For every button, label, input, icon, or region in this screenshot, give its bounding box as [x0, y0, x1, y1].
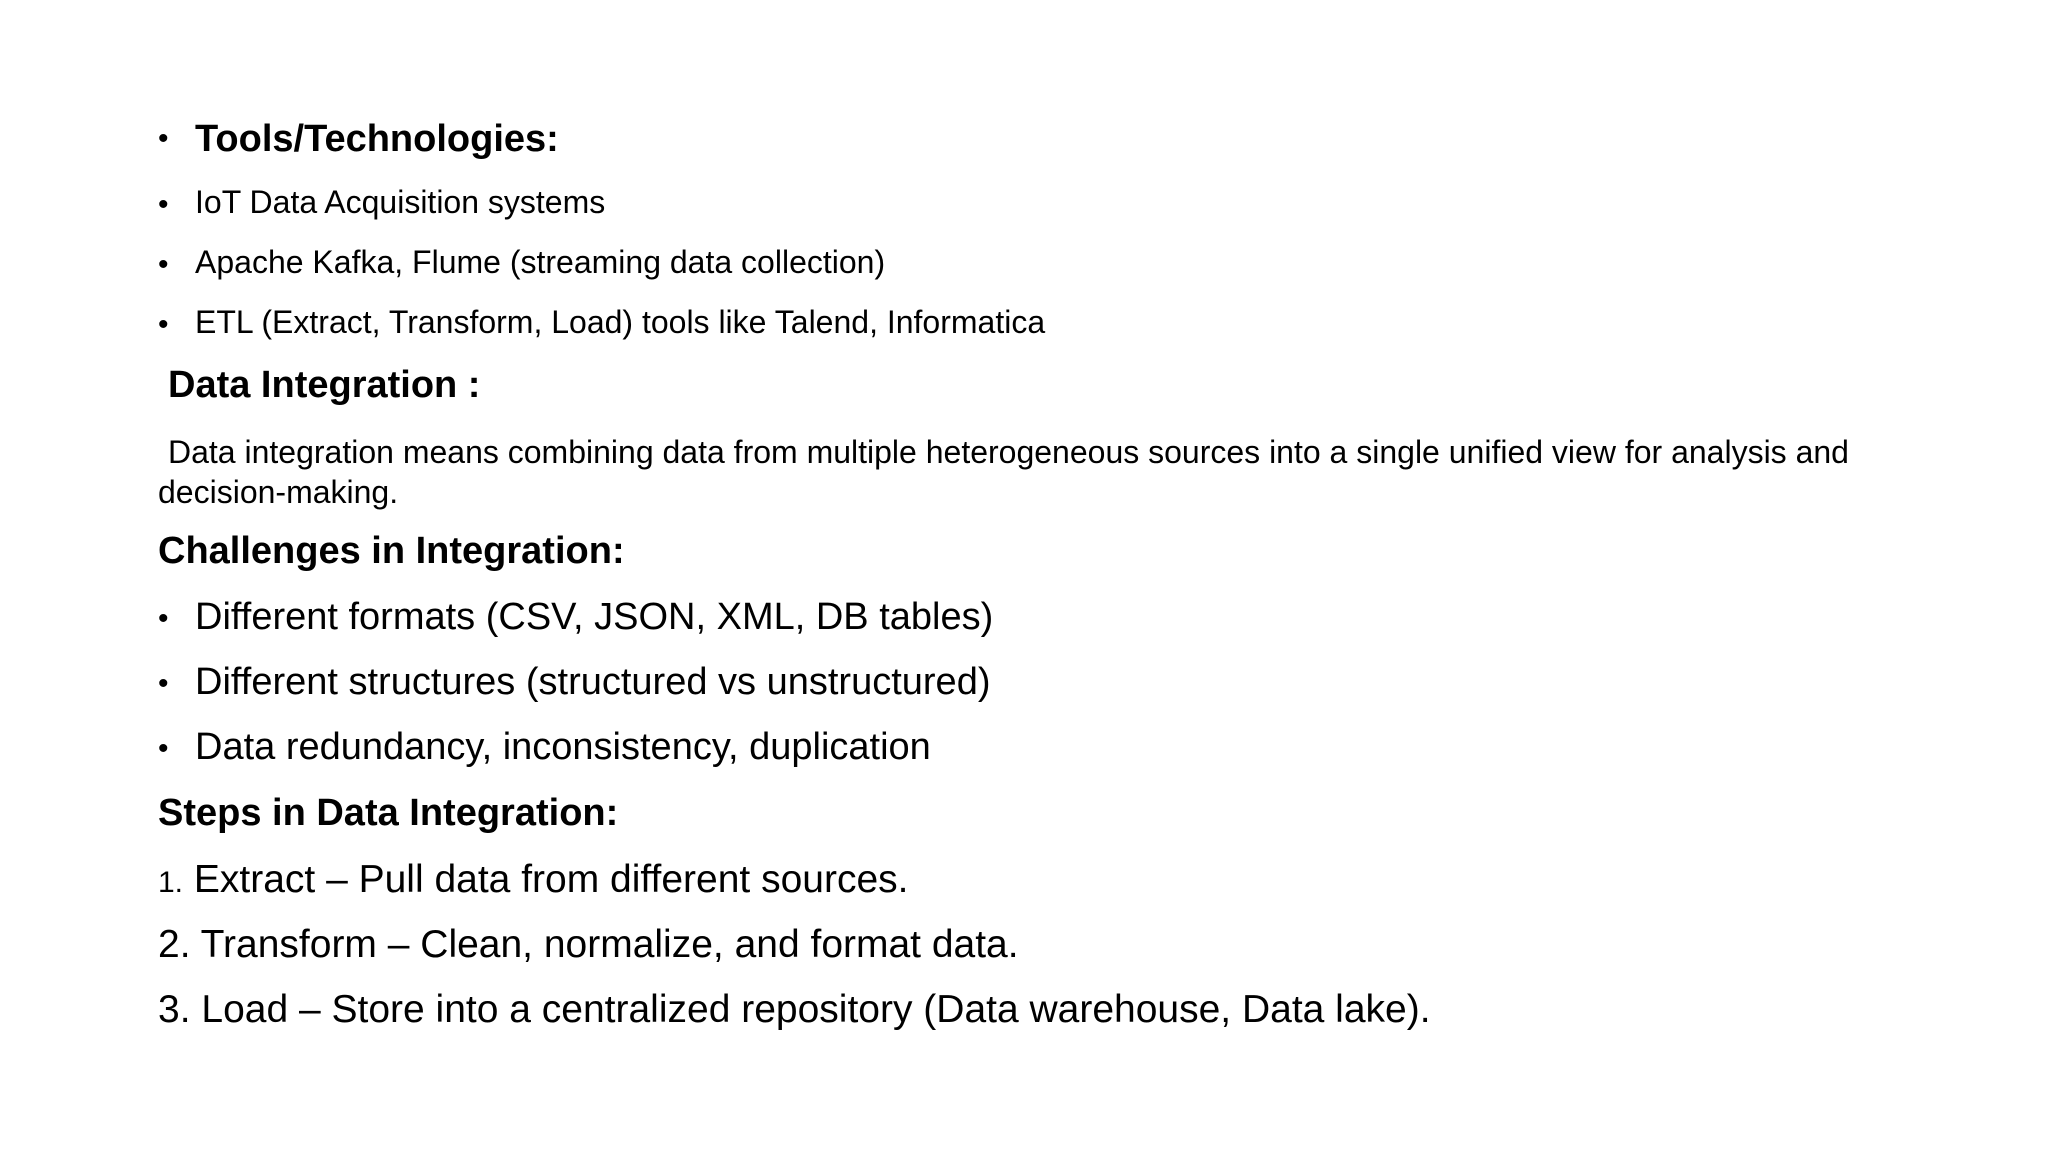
step-text: Extract – Pull data from different sources.	[193, 858, 909, 901]
challenges-item: Different formats (CSV, JSON, XML, DB tables)	[195, 596, 994, 638]
challenges-heading: Challenges in Integration:	[158, 530, 625, 572]
bullet-icon: •	[158, 308, 169, 341]
step-item	[158, 923, 1019, 968]
bullet-icon: •	[158, 188, 169, 221]
tools-item: Apache Kafka, Flume (streaming data collection)	[195, 244, 886, 280]
step-item	[158, 988, 1431, 1033]
step-text: Load – Store into a centralized repository (Data warehouse, Data lake).	[201, 988, 1431, 1031]
step-number: 1.	[158, 866, 184, 899]
challenges-item: Different structures (structured vs unstructured)	[195, 661, 991, 703]
step-number: 3.	[158, 988, 191, 1031]
bullet-icon: •	[158, 667, 169, 700]
steps-heading: Steps in Data Integration:	[158, 792, 619, 834]
bullet-icon: •	[158, 122, 169, 155]
step-number: 2.	[158, 923, 191, 966]
challenges-item: Data redundancy, inconsistency, duplication	[195, 726, 931, 768]
bullet-icon: •	[158, 248, 169, 281]
step-item	[158, 858, 908, 903]
tools-item: ETL (Extract, Transform, Load) tools like Talend, Informatica	[195, 304, 1046, 340]
step-text: Transform – Clean, normalize, and format data.	[200, 923, 1019, 966]
tools-heading: Tools/Technologies:	[195, 118, 559, 160]
integration-description: Data integration means combining data from multiple heterogeneous sources into a single unified view for analysis and decision-making.	[158, 434, 1849, 510]
bullet-icon: •	[158, 602, 169, 635]
tools-item: IoT Data Acquisition systems	[195, 184, 606, 220]
integration-heading: Data Integration :	[168, 364, 481, 406]
bullet-icon: •	[158, 732, 169, 765]
